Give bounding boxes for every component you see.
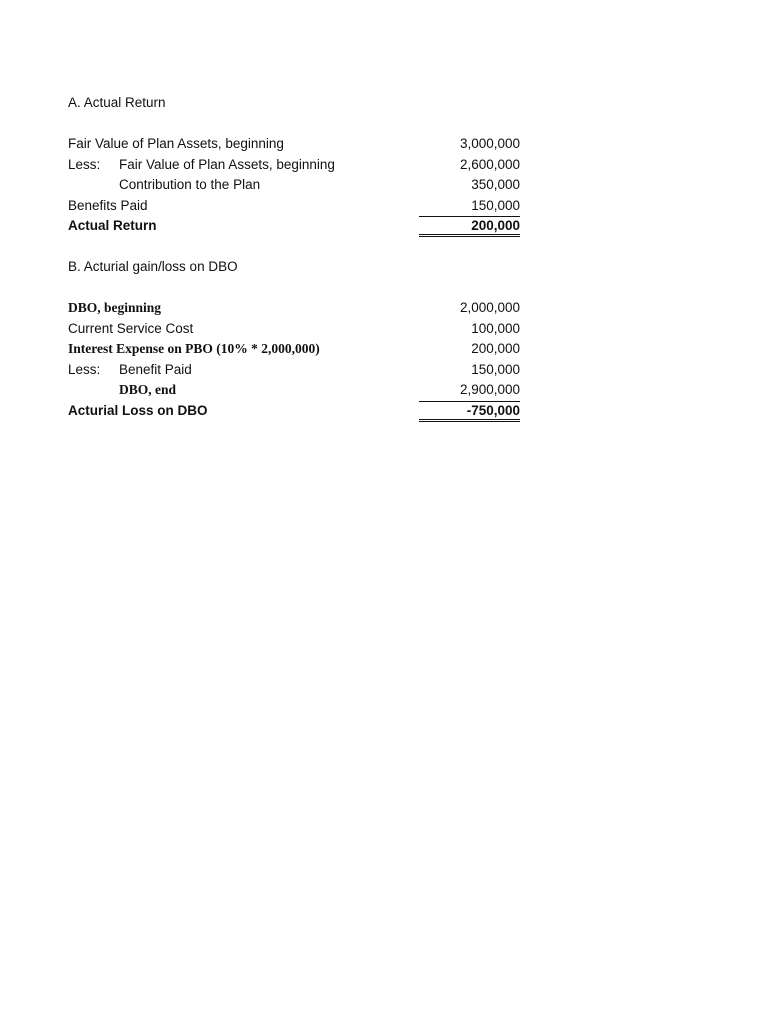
table-row [68,134,520,155]
total-amount: -750,000 [419,401,520,422]
row-label: Fair Value of Plan Assets, beginning [119,156,335,172]
row-amount: 100,000 [471,320,520,336]
total-row [68,216,520,237]
section-a-heading: A. Actual Return [68,95,166,110]
spacer [68,278,520,299]
total-label: Actual Return [68,218,157,233]
row-prefix: Less: [68,156,101,172]
table-row [68,380,520,401]
total-label: Acturial Loss on DBO [68,402,208,418]
row-label: DBO, end [119,382,177,397]
spacer [68,114,520,135]
row-amount: 150,000 [471,361,520,377]
row-amount: 2,000,000 [459,300,520,315]
worksheet [68,93,520,421]
row-amount: 2,900,000 [419,380,520,402]
total-amount: 200,000 [419,216,520,237]
row-label: Contribution to the Plan [119,177,261,192]
row-amount: 2,600,000 [459,156,520,172]
spacer [68,237,520,258]
row-amount: 350,000 [471,177,520,192]
table-row [68,319,520,340]
row-label: Interest Expense on PBO (10% * 2,000,000) [68,341,320,356]
section-b-heading: B. Acturial gain/loss on DBO [68,259,238,274]
table-row [68,298,520,319]
row-prefix: Less: [68,361,101,377]
table-row [68,360,520,381]
section-a-heading-row [68,93,520,114]
row-label: Fair Value of Plan Assets, beginning [68,136,284,151]
section-b-heading-row [68,257,520,278]
table-row [68,196,520,217]
total-row [68,401,520,422]
row-amount: 200,000 [471,341,520,356]
row-label: DBO, beginning [68,300,162,315]
row-amount: 3,000,000 [459,136,520,151]
row-label: Benefit Paid [119,361,192,377]
row-amount: 150,000 [419,196,520,218]
row-label: Current Service Cost [68,320,194,336]
table-row [68,175,520,196]
table-row [68,155,520,176]
row-label: Benefits Paid [68,197,148,213]
table-row [68,339,520,360]
